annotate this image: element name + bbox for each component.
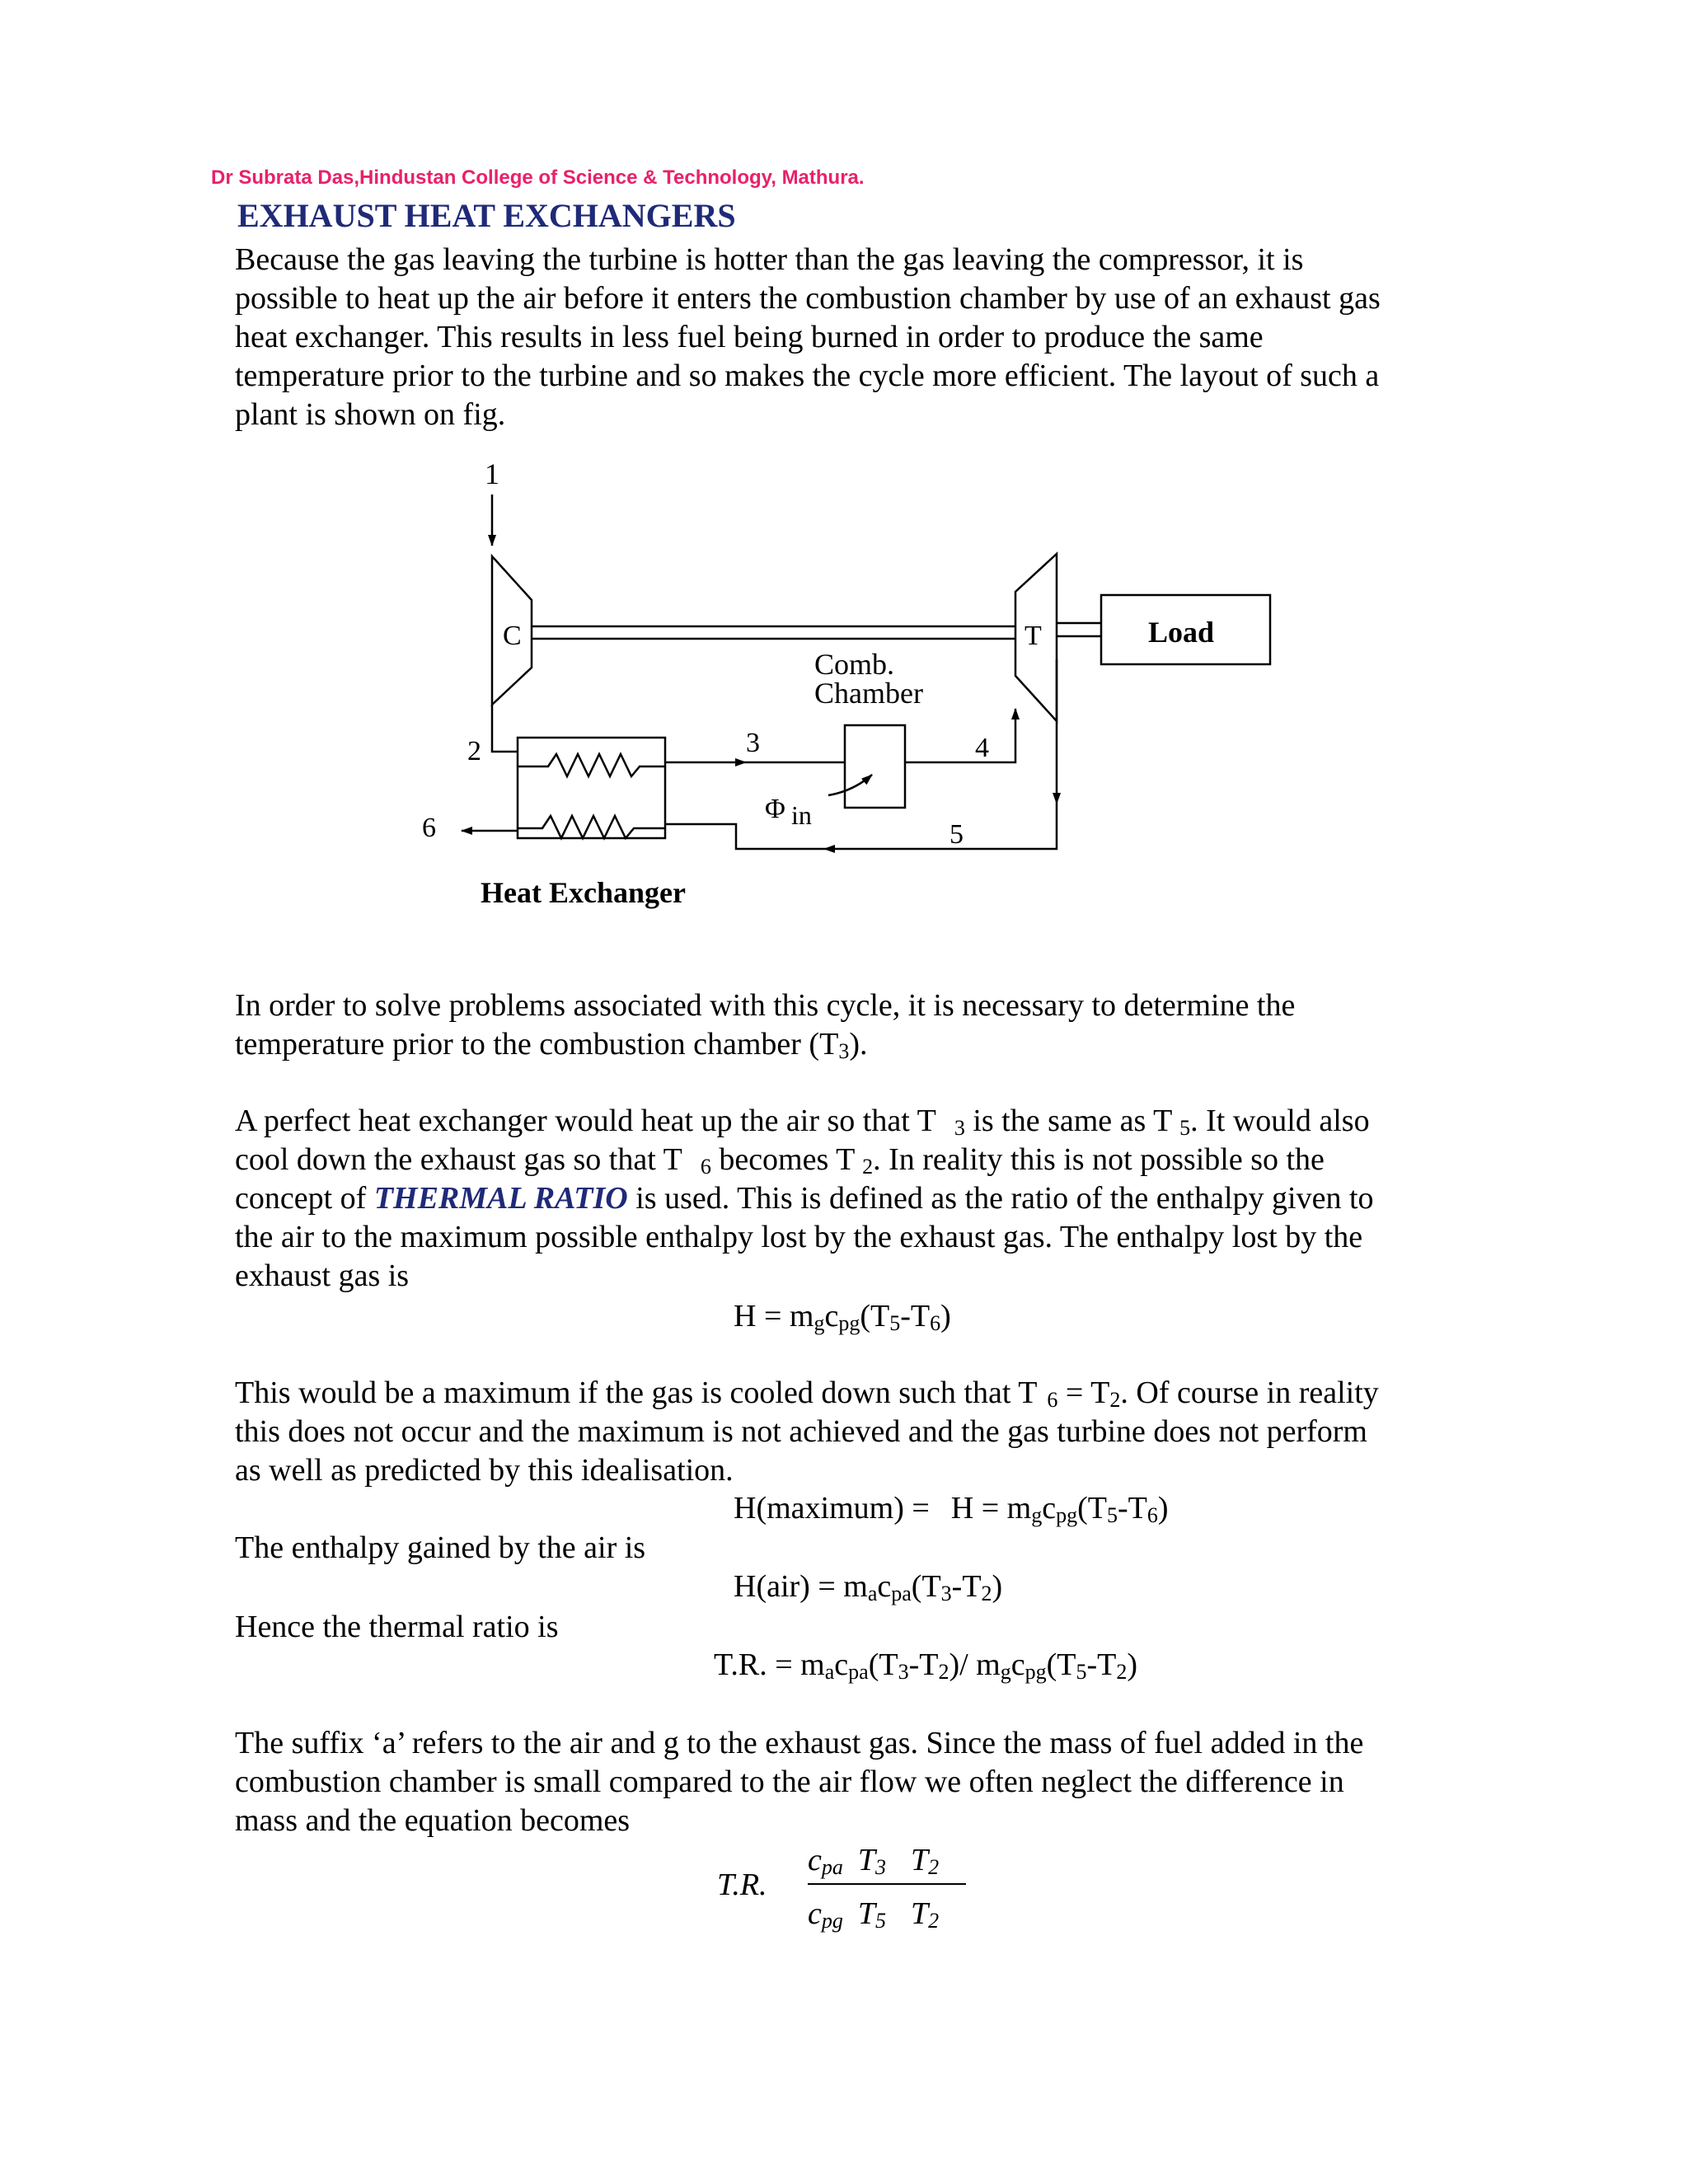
text-line: as well as predicted by this idealisation. [235,1453,734,1488]
text-line: A perfect heat exchanger would heat up the air so that T $_3$ is the same as T $_5$. It would also [235,1104,1370,1140]
flow-line-5 [832,804,1057,849]
label-heat-exchanger: Heat Exchanger [481,876,686,909]
label-chamber: Chamber [814,677,923,710]
text-line: temperature prior to the combustion chamber $(T_3)$. [235,1027,868,1063]
fraction-lhs: T.R. [717,1868,767,1902]
text-line: possible to heat up the air before it enters the combustion chamber by use of an exhaust gas [235,281,1381,316]
header-credit: Dr Subrata Das,Hindustan College of Science & Technology, Mathura. [211,166,865,189]
label-3: 3 [746,728,760,758]
fraction-denominator: $c_{pg}$ $T_5$ $T_2$ [808,1896,940,1933]
label-turbine: T [1025,621,1042,651]
fraction-bar [808,1883,966,1885]
text-line: plant is shown on fig. [235,397,506,432]
equation-h-air: $H(air) = m_ac_{pa}(T_3-T_2)$ [734,1569,1003,1605]
text-line: concept of THERMAL RATIO is used. This is defined as the ratio of the enthalpy given to [235,1181,1374,1216]
text-line: Because the gas leaving the turbine is hotter than the gas leaving the compressor, it is [235,242,1304,277]
page-title: EXHAUST HEAT EXCHANGERS [237,197,736,234]
text-hence-ratio: Hence the thermal ratio is [235,1610,559,1644]
label-load: Load [1148,616,1215,649]
label-2: 2 [467,736,481,766]
text-line: this does not occur and the maximum is not achieved and the gas turbine does not perform [235,1414,1367,1449]
fraction-numerator: $c_{pa}$ $T_3$ $T_2$ [808,1843,940,1879]
flow-line-4 [905,709,1015,762]
text-line: combustion chamber is small compared to the air flow we often neglect the difference in [235,1765,1344,1799]
label-5: 5 [950,819,964,850]
label-phi: Φ [765,794,785,824]
thermal-ratio-term: THERMAL RATIO [373,1181,628,1216]
text-air-gain: The enthalpy gained by the air is [235,1530,646,1565]
combustion-chamber-box [845,725,905,808]
label-phi-sub: in [791,800,812,830]
equation-enthalpy-lost: $H = m_gc_{pg}(T_5-T_6)$ [734,1299,951,1335]
heat-input-arrow [828,775,872,795]
label-comb: Comb. [814,648,895,681]
label-4: 4 [975,733,989,763]
text-line: temperature prior to the turbine and so makes the cycle more efficient. The layout of such a [235,359,1380,393]
equation-thermal-ratio: T.R. = $m_ac_{pa}(T_3-T_2)/$ $m_gc_{pg}(T_5-T_2)$ [714,1647,1138,1684]
text-line: exhaust gas is [235,1258,410,1293]
heat-exchanger-box [518,738,665,838]
text-line: cool down the exhaust gas so that T $_6$ becomes T $_2$. In reality this is not possible so the [235,1142,1325,1179]
text-line: In order to solve problems associated with this cycle, it is necessary to determine the [235,988,1296,1023]
text-line: the air to the maximum possible enthalpy lost by the exhaust gas. The enthalpy lost by the [235,1220,1363,1254]
equation-h-maximum: H(maximum) = $H = m_gc_{pg}(T_5-T_6)$ [734,1491,1169,1527]
text-line: heat exchanger. This results in less fuel being burned in order to produce the same [235,320,1264,354]
label-6: 6 [422,813,436,843]
coil-bottom [518,816,665,838]
text-line: This would be a maximum if the gas is cooled down such that T $_6 = T_2$. Of course in reality [235,1376,1379,1412]
paragraph-5 [235,1724,1471,1840]
coil-top [518,754,665,776]
paragraph-2 [235,987,1471,1064]
paragraph-3 [235,1102,1471,1296]
text-line: mass and the equation becomes [235,1803,631,1838]
label-1: 1 [485,457,499,490]
label-compressor: C [503,621,522,651]
gas-turbine-diagram [0,0,1688,948]
text-line: The suffix ‘a’ refers to the air and g to the exhaust gas. Since the mass of fuel added in the [235,1726,1364,1760]
paragraph-4 [235,1374,1471,1490]
flow-line-2 [492,705,518,752]
